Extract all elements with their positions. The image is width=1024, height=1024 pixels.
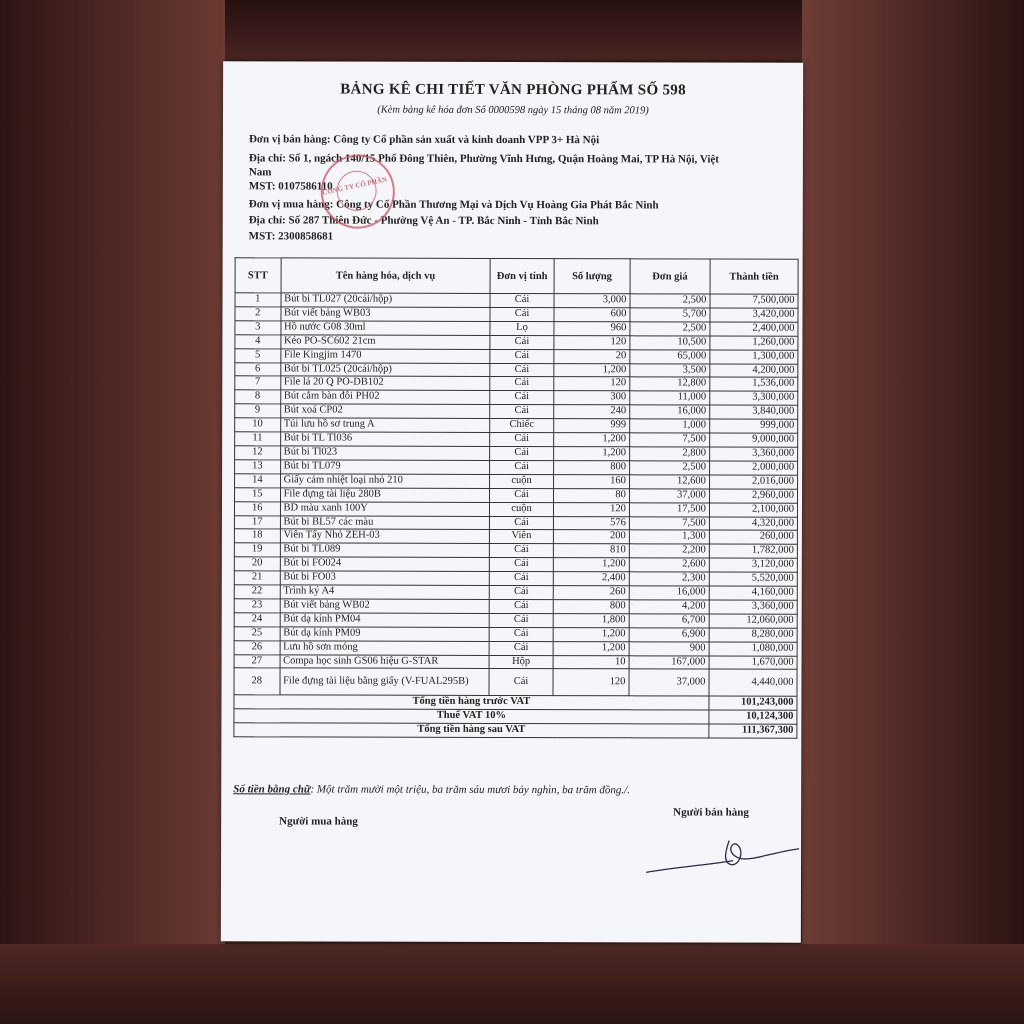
table-cell: 2,000,000	[709, 461, 797, 475]
table-cell: 120	[553, 502, 629, 516]
table-cell: 20	[554, 349, 630, 363]
table-cell: 6	[235, 362, 281, 376]
document-subtitle: (Kèm bảng kê hóa đơn Số 0000598 ngày 15 tháng 08 năm 2019)	[377, 104, 649, 117]
table-cell: 24	[234, 613, 280, 627]
table-cell: Bút viết bảng WB03	[281, 307, 491, 321]
table-cell: File Kingjim 1470	[280, 349, 490, 363]
table-cell: Cái	[490, 488, 554, 502]
table-cell: 810	[553, 544, 629, 558]
table-cell: Bút xoá CP02	[280, 404, 490, 418]
table-row	[235, 487, 798, 502]
table-cell: Bút bi TL Tl036	[280, 432, 490, 446]
table-cell: 260	[553, 586, 629, 600]
table-cell: 4,200	[629, 600, 709, 614]
table-cell: 23	[234, 599, 280, 613]
table-cell: 240	[554, 405, 630, 419]
table-cell: BD màu xanh 100Y	[280, 501, 490, 515]
table-cell: File đựng tài liệu 280B	[280, 488, 490, 502]
table-cell: Cái	[490, 446, 554, 460]
table-cell: 2,500	[629, 461, 709, 475]
table-cell: 1,200	[553, 641, 629, 655]
table-cell: 5,700	[630, 308, 710, 322]
table-row	[235, 404, 798, 419]
table-cell: Cái	[489, 613, 553, 627]
table-cell: 11,000	[630, 391, 710, 405]
table-cell: Chiếc	[490, 419, 554, 433]
table-cell: 160	[553, 474, 629, 488]
table-cell: 26	[234, 640, 280, 654]
table-row	[235, 334, 798, 349]
table-row	[235, 348, 798, 363]
summary-row	[234, 723, 797, 738]
buyer-address: Địa chỉ: Số 287 Thiên Đức - Phường Vệ An - TP. Bắc Ninh - Tỉnh Bắc Ninh	[248, 214, 599, 228]
table-cell: 18	[234, 529, 280, 543]
summary-value: 111,367,300	[709, 724, 797, 738]
table-cell: 167,000	[629, 655, 709, 669]
table-cell: Cái	[489, 558, 553, 572]
table-cell: Cái	[490, 377, 554, 391]
table-cell: 3,500	[630, 363, 710, 377]
summary-value: 10,124,300	[709, 710, 797, 724]
table-cell: Cái	[489, 599, 553, 613]
buyer-tax-code: MST: 2300858681	[248, 230, 334, 243]
table-cell: 22	[234, 585, 280, 599]
table-row	[234, 571, 797, 586]
amount-in-words-label: Số tiền bằng chữ	[233, 783, 311, 796]
table-row	[235, 446, 798, 461]
seller-signature	[641, 830, 801, 880]
table-cell: 6,900	[629, 628, 709, 642]
table-cell: Bút bi TL079	[280, 460, 490, 474]
table-cell: 3,300,000	[710, 391, 798, 405]
table-cell: 65,000	[630, 349, 710, 363]
seller-address: Địa chỉ: Số 1, ngách 140/15 Phố Đông Thiên, Phường Vĩnh Hưng, Quận Hoàng Mai, TP Hà Nội, Việt	[248, 152, 719, 166]
table-cell: 800	[554, 460, 630, 474]
table-cell: Cái	[490, 349, 554, 363]
table-cell: 120	[554, 377, 630, 391]
table-cell: 1,260,000	[710, 336, 798, 350]
table-cell: 14	[235, 474, 281, 488]
table-cell: 1,300,000	[710, 350, 798, 364]
summary-label: Thuế VAT 10%	[234, 709, 709, 724]
table-row	[235, 460, 798, 475]
table-cell: 1,200	[553, 558, 629, 572]
table-row	[235, 390, 798, 405]
table-cell: 16,000	[629, 586, 709, 600]
table-cell: 8,280,000	[709, 628, 797, 642]
header-stt: STT	[235, 258, 281, 293]
table-cell: 28	[234, 668, 280, 695]
table-cell: 1,200	[554, 447, 630, 461]
table-cell: Bút viết bảng WB02	[280, 599, 490, 613]
table-cell: 4,320,000	[709, 517, 797, 531]
table-cell: 17	[234, 515, 280, 529]
table-cell: 8	[235, 390, 281, 404]
table-cell: 260,000	[709, 530, 797, 544]
table-row	[234, 501, 797, 516]
table-cell: 1,670,000	[709, 656, 797, 670]
table-cell: 3,360,000	[709, 600, 797, 614]
table-cell: 37,000	[629, 669, 709, 696]
table-cell: 80	[553, 488, 629, 502]
table-row	[234, 627, 797, 642]
table-row	[235, 418, 798, 433]
seller-signature-label: Người bán hàng	[673, 806, 749, 819]
background-right	[802, 0, 1024, 1024]
table-cell: 15	[235, 487, 281, 501]
table-cell: 12,060,000	[709, 614, 797, 628]
table-cell: 5	[235, 348, 281, 362]
table-cell: Cái	[490, 433, 554, 447]
seller-tax-code: MST: 0107586110	[248, 180, 333, 193]
table-cell: Giấy cảm nhiệt loại nhỏ 210	[280, 474, 490, 488]
table-row	[234, 557, 797, 572]
table-cell: 3,000	[554, 294, 630, 308]
stamp-text: CÔNG TY CỔ PHẦN	[321, 175, 388, 197]
summary-row	[234, 695, 797, 710]
table-cell: 20	[234, 557, 280, 571]
header-quantity: Số lượng	[554, 259, 630, 294]
table-cell: 200	[553, 530, 629, 544]
table-cell: 7	[235, 376, 281, 390]
table-cell: 9,000,000	[710, 433, 798, 447]
table-cell: 4	[235, 334, 281, 348]
table-cell: 120	[554, 335, 630, 349]
header-name: Tên hàng hóa, dịch vụ	[281, 258, 491, 294]
table-cell: 16,000	[630, 405, 710, 419]
table-row	[234, 543, 797, 558]
background-left	[0, 0, 225, 1024]
summary-row	[234, 709, 797, 724]
buyer-signature-label: Người mua hàng	[279, 815, 358, 828]
table-cell: 10	[553, 655, 629, 669]
summary-label: Tổng tiền hàng sau VAT	[234, 723, 709, 738]
summary-value: 101,243,000	[709, 696, 797, 710]
table-cell: 37,000	[629, 488, 709, 502]
table-header-row	[235, 258, 798, 294]
seller-address-cont: Nam	[248, 166, 272, 179]
table-cell: 1,000	[630, 419, 710, 433]
table-cell: 900	[629, 641, 709, 655]
table-cell: Cái	[490, 293, 554, 307]
document-paper	[221, 61, 803, 943]
table-row	[234, 515, 797, 530]
table-cell: 19	[234, 543, 280, 557]
table-cell: 27	[234, 654, 280, 668]
amount-in-words-text: : Một trăm mười một triệu, ba trăm sáu mươi bảy nghìn, ba trăm đồng./.	[310, 783, 630, 797]
table-cell: 4,160,000	[709, 586, 797, 600]
table-cell: 3,420,000	[710, 308, 798, 322]
table-cell: 1	[235, 293, 281, 307]
table-cell: 1,536,000	[710, 377, 798, 391]
table-cell: Cái	[490, 391, 554, 405]
table-cell: Bút bi FO03	[280, 571, 490, 585]
table-cell: Bút bi TL027 (20cái/hộp)	[281, 293, 491, 307]
table-cell: 1,200	[553, 627, 629, 641]
table-cell: Hồ nước G08 30ml	[280, 321, 490, 335]
table-cell: Cái	[489, 572, 553, 586]
table-cell: 10,500	[630, 336, 710, 350]
table-cell: 2,960,000	[709, 489, 797, 503]
table-cell: Cái	[490, 363, 554, 377]
table-cell: 2,016,000	[709, 475, 797, 489]
document-title: BẢNG KÊ CHI TIẾT VĂN PHÒNG PHẨM SỐ 598	[340, 81, 686, 99]
table-cell: 7,500	[630, 433, 710, 447]
table-cell: File đựng tài liệu bằng giấy (V-FUAL295B)	[280, 668, 490, 696]
table-cell: 1,200	[554, 363, 630, 377]
items-table	[233, 257, 798, 739]
table-cell: Cái	[489, 627, 553, 641]
table-cell: 12,800	[630, 377, 710, 391]
table-row	[234, 585, 797, 600]
table-cell: 2,400	[553, 572, 629, 586]
table-row	[234, 654, 797, 669]
table-cell: cuộn	[490, 474, 554, 488]
table-row	[235, 307, 798, 322]
table-cell: 600	[554, 308, 630, 322]
table-row	[235, 293, 798, 308]
table-row	[235, 362, 798, 377]
table-cell: Bút dạ kính PM09	[280, 627, 490, 641]
table-cell: 999	[554, 419, 630, 433]
table-row	[234, 529, 797, 544]
table-cell: Cái	[490, 307, 554, 321]
table-cell: 1,080,000	[709, 642, 797, 656]
table-cell: 4,200,000	[710, 364, 798, 378]
table-cell: 2,100,000	[709, 503, 797, 517]
table-row	[234, 640, 797, 655]
table-cell: 3,120,000	[709, 558, 797, 572]
table-cell: 1,800	[553, 613, 629, 627]
table-cell: Cái	[490, 460, 554, 474]
table-cell: 13	[235, 460, 281, 474]
amount-in-words	[233, 783, 630, 796]
buyer-line: Đơn vị mua hàng: Công ty Cổ Phần Thương Mại và Dịch Vụ Hoàng Gia Phát Bắc Ninh	[248, 198, 659, 212]
table-cell: Cái	[490, 405, 554, 419]
table-cell: 7,500,000	[710, 294, 798, 308]
header-amount: Thành tiền	[710, 259, 798, 294]
table-cell: 2,600	[629, 558, 709, 572]
table-row	[234, 613, 797, 628]
table-cell: cuộn	[490, 502, 554, 516]
table-cell: 3,840,000	[710, 405, 798, 419]
table-cell: Cái	[489, 669, 553, 696]
table-cell: Cái	[489, 641, 553, 655]
table-cell: 2,500	[630, 294, 710, 308]
table-cell: 2,500	[630, 322, 710, 336]
table-cell: 2,400,000	[710, 322, 798, 336]
background-bottom	[0, 944, 1024, 1024]
table-cell: 16	[234, 501, 280, 515]
table-cell: 1,300	[629, 530, 709, 544]
table-cell: 7,500	[629, 516, 709, 530]
table-cell: 4,440,000	[709, 669, 797, 696]
table-cell: Cái	[490, 335, 554, 349]
table-cell: 21	[234, 571, 280, 585]
summary-label: Tổng tiền hàng trước VAT	[234, 695, 709, 710]
table-cell: Bút cắm bàn đôi PH02	[280, 390, 490, 404]
header-unit: Đơn vị tính	[490, 258, 554, 293]
table-cell: Hộp	[489, 655, 553, 669]
table-cell: Bút bi Tl023	[280, 446, 490, 460]
table-cell: Lọ	[490, 321, 554, 335]
header-unit-price: Đơn giá	[630, 259, 710, 294]
seller-line: Đơn vị bán hàng: Công ty Cổ phần sản xuất và kinh doanh VPP 3+ Hà Nội	[248, 133, 600, 147]
table-cell: 5,520,000	[709, 572, 797, 586]
table-cell: Compa học sinh GS06 hiệu G-STAR	[280, 654, 490, 668]
table-cell: Bút bi BL57 các màu	[280, 515, 490, 529]
table-cell: 12	[235, 446, 281, 460]
table-cell: Túi lưu hồ sơ trung A	[280, 418, 490, 432]
table-cell: Cái	[489, 585, 553, 599]
table-cell: 1,200	[554, 433, 630, 447]
table-cell: 960	[554, 321, 630, 335]
table-cell: 25	[234, 627, 280, 641]
table-cell: 10	[235, 418, 281, 432]
table-cell: 2,800	[629, 447, 709, 461]
table-cell: Trình ký A4	[280, 585, 490, 599]
table-cell: Bút bi TL089	[280, 543, 490, 557]
table-row	[234, 668, 797, 696]
table-cell: Viên Tẩy Nhỏ ZEH-03	[280, 529, 490, 543]
table-cell: 120	[553, 669, 629, 696]
table-cell: File lá 20 Q PO-DB102	[280, 376, 490, 390]
table-cell: Bút bi TL025 (20cái/hộp)	[280, 362, 490, 376]
table-cell: 3	[235, 321, 281, 335]
table-cell: 2,200	[629, 544, 709, 558]
table-cell: 1,782,000	[709, 544, 797, 558]
table-cell: Cái	[490, 544, 554, 558]
table-cell: Bút dạ kính PM04	[280, 613, 490, 627]
table-row	[235, 376, 798, 391]
table-cell: 999,000	[710, 419, 798, 433]
table-cell: Lưu hồ sơn móng	[280, 641, 490, 655]
table-cell: 576	[553, 516, 629, 530]
table-cell: 800	[553, 600, 629, 614]
table-cell: 2,300	[629, 572, 709, 586]
table-cell: Viên	[490, 530, 554, 544]
table-cell: Bút bi FO024	[280, 557, 490, 571]
table-cell: 11	[235, 432, 281, 446]
table-row	[235, 474, 798, 489]
table-row	[235, 321, 798, 336]
table-row	[235, 432, 798, 447]
table-cell: Kéo PO-SC602 21cm	[280, 335, 490, 349]
table-cell: 2	[235, 307, 281, 321]
table-row	[234, 599, 797, 614]
table-cell: 6,700	[629, 614, 709, 628]
table-cell: 3,360,000	[709, 447, 797, 461]
table-cell: Cái	[490, 516, 554, 530]
table-cell: 17,500	[629, 502, 709, 516]
table-cell: 9	[235, 404, 281, 418]
table-cell: 12,600	[629, 475, 709, 489]
table-cell: 300	[554, 391, 630, 405]
